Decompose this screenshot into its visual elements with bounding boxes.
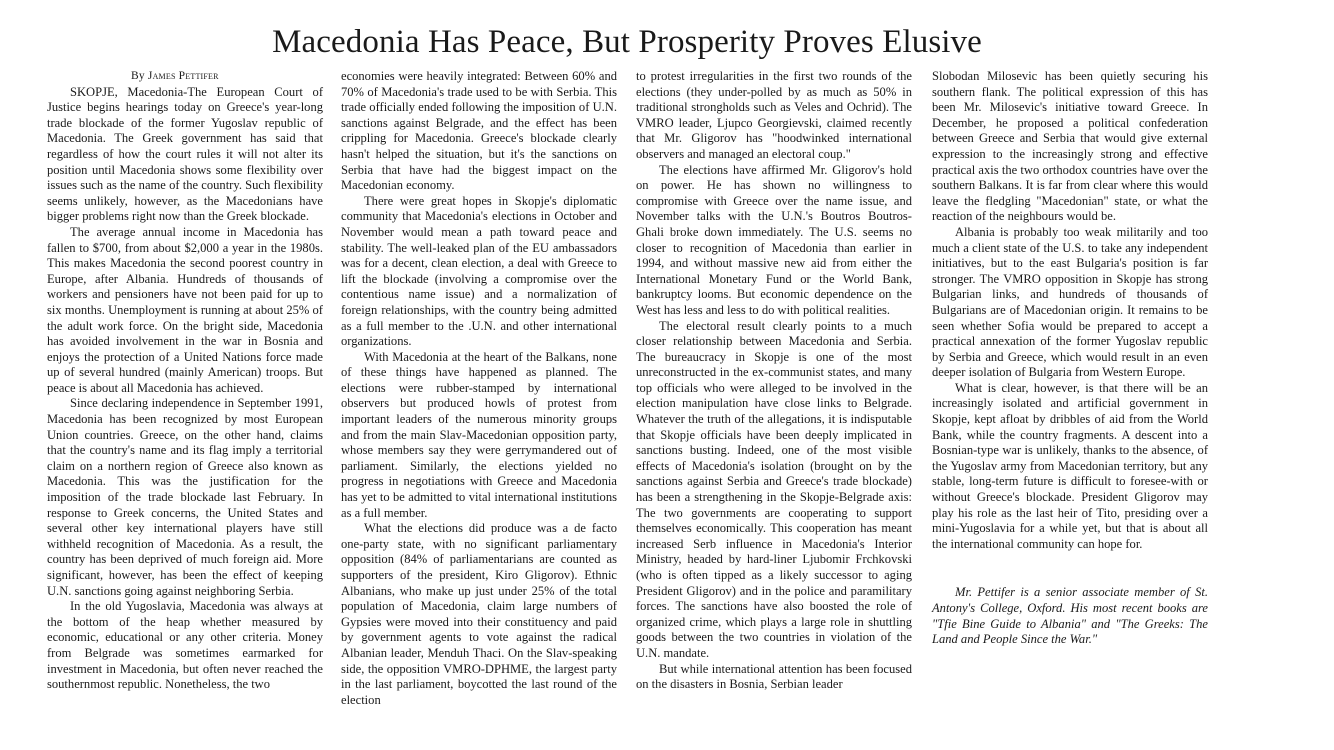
- paragraph: What is clear, however, is that there will be an increasingly isolated and artificial government in Skopje, kept afloat by dribbles of aid from the World Bank, while the country fragments. A descent into a Bosnian-type war is unlikely, thanks to the absence, of the Yugoslav army from Macedonian territory, but any stable, long-term future is difficult to foresee-with or without Greece's blockade. President Gligorov may play his role as the last heir of Tito, presiding over a mini-Yugoslavia for a while yet, but that is about all the international community can hope for.: [932, 380, 1208, 551]
- paragraph: But while international attention has been focused on the disasters in Bosnia, Serbian leader: [636, 661, 912, 692]
- byline-prefix: By: [131, 70, 145, 82]
- paragraph: The average annual income in Macedonia has fallen to $700, from about $2,000 a year in the 1980s. This makes Macedonia the second poorest country in Europe, after Albania. Hundreds of thousands of workers and pensioners have not been paid for up to six months. Unemployment is running at about 25% of the adult work force. On the bright side, Macedonia has avoided involvement in the war in Bosnia and enjoys the protection of a United Nations force made up of several hundred (mainly American) troops. But peace is about all Macedonia has achieved.: [47, 224, 323, 395]
- paragraph: Since declaring independence in September 1991, Macedonia has been recognized by most European Union countries. Greece, on the other hand, claims that the country's name and its flag imply a territorial claim on a northern region of Greece also known as Macedonia. This was the justification for the imposition of the trade blockade last February. In response to Greek concerns, the United States and several other key international players have still withheld recognition of Macedonia. As a result, the country has been deprived of much foreign aid. More significant, however, has been the effect of keeping U.N. sanctions going against neighboring Serbia.: [47, 396, 323, 598]
- byline: [47, 69, 323, 85]
- author-note: Mr. Pettifer is a senior associate member of St. Antony's College, Oxford. His most recent books are "Tfie Bine Guide to Albania" and "The Greeks: The Land and People Since the War.": [932, 585, 1208, 647]
- article-column-1: [47, 69, 323, 693]
- paragraph: Albania is probably too weak militarily and too much a client state of the U.S. to take any independent initiatives, but to the east Bulgaria's position is far stronger. The VMRO opposition in Skopje has strong Bulgarian links, and hundreds of thousands of Bulgarians are of Macedonian origin. It remains to be seen whether Sofia would be prepared to accept a practical annexation of the former Yugoslav republic by Serbia and Greece, which would result in an even deeper isolation of Bulgaria from Western Europe.: [932, 224, 1208, 380]
- paragraph: Slobodan Milosevic has been quietly securing his southern flank. The political expression of this has been Mr. Milosevic's initiative toward Greece. In December, he proposed a political confederation between Greece and Serbia that would give external expression to the increasingly strong and effective practical axis the two orthodox countries have over the southern Balkans. It is far from clear where this would leave the fledgling "Macedonian" state, or what the reaction of the neighbours would be.: [932, 69, 1208, 224]
- paragraph: What the elections did produce was a de facto one-party state, with no significant parliamentary opposition (84% of parliamentarians are counted as supporters of the president, Kiro Gligorov). Ethnic Albanians, who make up just under 25% of the total population of Macedonia, claim large numbers of Gypsies were moved into their constituency and paid by government agents to vote against the radical Albanian leader, Menduh Thaci. On the Slav-speaking side, the opposition VMRO-DPHME, the largest party in the last parliament, boycotted the last round of the election: [341, 521, 617, 707]
- paragraph: to protest irregularities in the first two rounds of the elections (they under-polled by as much as 50% in traditional strongholds such as Veles and Ochrid). The VMRO leader, Ljupco Georgievski, claimed recently that Mr. Gligorov has "hoodwinked international observers and managed an electoral coup.": [636, 69, 912, 161]
- article-column-2: [341, 69, 617, 708]
- paragraph: The elections have affirmed Mr. Gligorov's hold on power. He has shown no willingness to compromise with Greece over the name issue, and November talks with the U.N.'s Boutros Boutros-Ghali broke down immediately. The U.S. seems no closer to recognition of Macedonia than earlier in 1994, and without massive new aid from either the International Monetary Fund or the World Bank, bankruptcy looms. But economic dependence on the West has less and less to do with political realities.: [636, 162, 912, 317]
- headline: Macedonia Has Peace, But Prosperity Proves Elusive: [272, 24, 982, 60]
- byline-author: James Pettifer: [147, 70, 219, 82]
- paragraph: In the old Yugoslavia, Macedonia was always at the bottom of the heap whether measured by economic, educational or any other criteria. Money from Belgrade was sometimes earmarked for investment in Macedonia, but often never reached the southernmost republic. Nonetheless, the two: [47, 599, 323, 692]
- paragraph: SKOPJE, Macedonia-The European Court of Justice begins hearings today on Greece's year-long trade blockade of the former Yugoslav republic of Macedonia. The Greek government has said that regardless of how the court rules it will not alter its position until Macedonia shows some flexibility over issues such as the name of the country. Such flexibility seems unlikely, however, as the Macedonians have bigger problems right now than the Greek blockade.: [47, 84, 323, 224]
- paragraph: economies were heavily integrated: Between 60% and 70% of Macedonia's trade used to be with Serbia. This trade officially ended following the imposition of U.N. sanctions against Belgrade, and the effect has been crippling for Macedonia. Greece's blockade clearly hasn't helped the situation, but it's the sanctions on Serbia that have had the biggest impact on the Macedonian economy.: [341, 69, 617, 193]
- article-column-4: [932, 69, 1208, 648]
- paragraph: The electoral result clearly points to a much closer relationship between Macedonia and Serbia. The bureaucracy in Skopje is one of the most unreconstructed in the ex-communist states, and many top officials who were alleged to be involved in the election manipulation have close links to Belgrade. Whatever the truth of the allegations, it is indisputable that Skopje officials have been deeply implicated in sanctions busting. Indeed, one of the most visible effects of Macedonia's isolation (brought on by the sanctions against Serbia and Greece's trade blockade) has been a strengthening in the Skopje-Belgrade axis: The two governments are cooperating to support themselves economically. This cooperation has meant increased Serb influence in Macedonia's Interior Ministry, headed by hard-liner Ljubomir Frchkovski (who is often tipped as a likely successor to aging President Gligorov) and in the police and paramilitary forces. The sanctions have also boosted the role of organized crime, which plays a large role in shuttling goods between the two countries in violation of the U.N. mandate.: [636, 318, 912, 660]
- paragraph: There were great hopes in Skopje's diplomatic community that Macedonia's elections in October and November would mean a path toward peace and stability. The well-leaked plan of the EU ambassadors was for a decent, clean election, a deal with Greece to lift the blockade (involving a compromise over the contentious name issue) and a normalization of foreign relationships, with the country being admitted as a full member to the .U.N. and other international organizations.: [341, 193, 617, 349]
- paragraph: With Macedonia at the heart of the Balkans, none of these things have happened as planned. The elections were rubber-stamped by international observers but produced howls of protest from important leaders of the numerous minority groups and from the main Slav-Macedonian opposition party, whose members say they were gerrymandered out of parliament. Similarly, the elections yielded no progress in negotiations with Greece and Macedonia has yet to be admitted to vital international institutions as a full member.: [341, 349, 617, 520]
- article-column-3: [636, 69, 912, 693]
